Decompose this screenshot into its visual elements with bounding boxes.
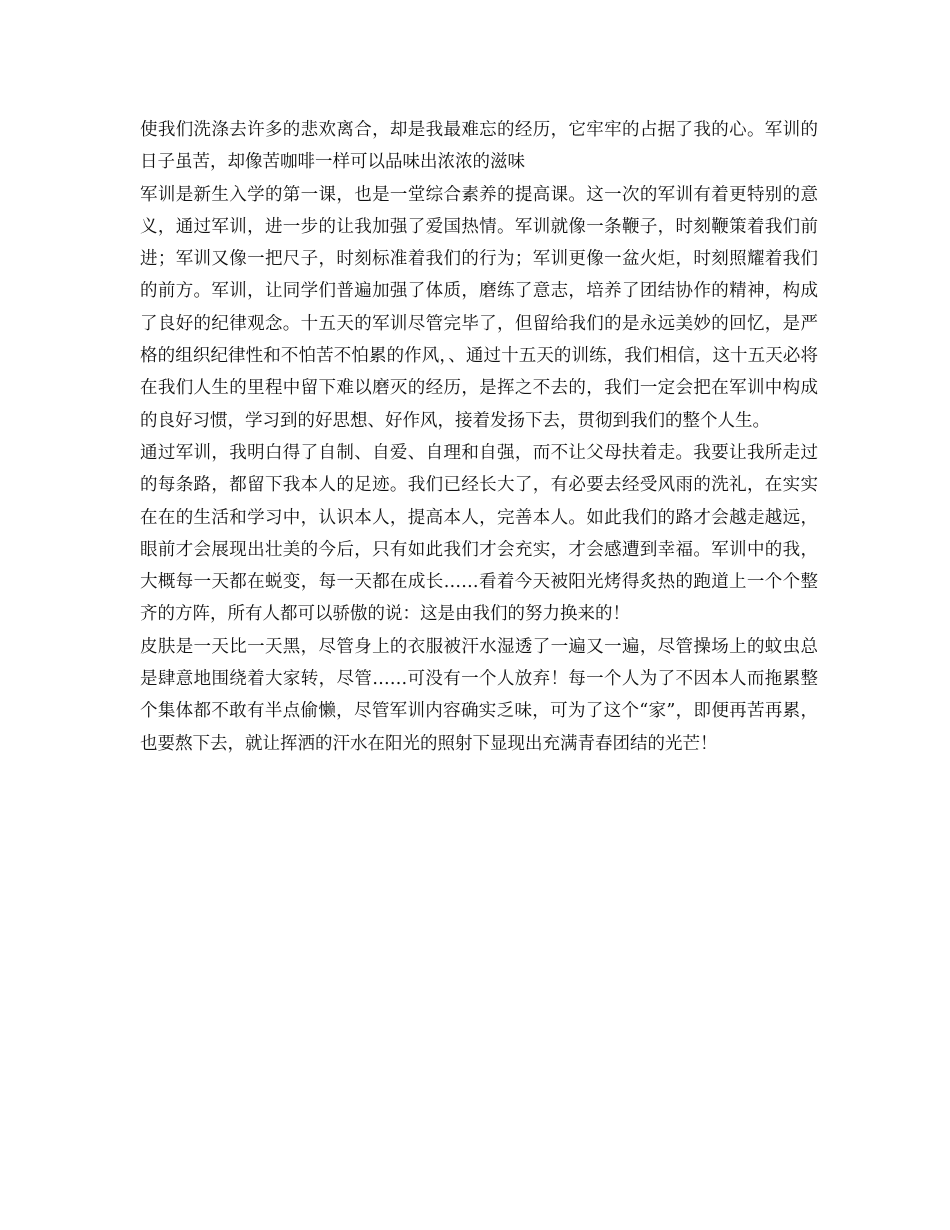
paragraph-1: 使我们洗涤去许多的悲欢离合，却是我最难忘的经历，它牢牢的占据了我的心。军训的日子虽苦，却像苦咖啡一样可以品味出浓浓的滋味 [140, 120, 818, 173]
paragraph-2: 军训是新生入学的第一课，也是一堂综合素养的提高课。这一次的军训有着更特别的意义，通过军训，进一步的让我加强了爱国热情。军训就像一条鞭子，时刻鞭策着我们前进；军训又像一把尺子，时刻标准着我们的行为；军训更像一盆火炬，时刻照耀着我们的前方。军训，让同学们普遍加强了体质，磨练了意志，培养了团结协作的精神，构成了良好的纪律观念。十五天的军训尽管完毕了，但留给我们的是永远美妙的回忆，是严格的组织纪律性和不怕苦不怕累的作风，、通过十五天的训练，我们相信，这十五天必将在我们人生的里程中留下难以磨灭的经历，是挥之不去的，我们一定会把在军训中构成的良好习惯，学习到的好思想、好作风，接着发扬下去，贯彻到我们的整个人生。 [140, 184, 818, 431]
paragraph-3: 通过军训，我明白得了自制、自爱、自理和自强，而不让父母扶着走。我要让我所走过的每条路，都留下我本人的足迹。我们已经长大了，有必要去经受风雨的洗礼，在实实在在的生活和学习中，认识本人，提高本人，完善本人。如此我们的路才会越走越远，眼前才会展现出壮美的今后，只有如此我们才会充实，才会感遭到幸福。军训中的我，大概每一天都在蜕变，每一天都在成长……看着今天被阳光烤得炙热的跑道上一个个整齐的方阵，所有人都可以骄傲的说：这是由我们的努力换来的！ [140, 442, 818, 625]
paragraph-4: 皮肤是一天比一天黑，尽管身上的衣服被汗水湿透了一遍又一遍，尽管操场上的蚊虫总是肆意地围绕着大家转，尽管……可没有一个人放弃！每一个人为了不因本人而拖累整个集体都不敢有半点偷懒，尽管军训内容确实乏味，可为了这个“家”，即便再苦再累，也要熬下去，就让挥洒的汗水在阳光的照射下显现出充满青春团结的光芒！ [140, 636, 818, 754]
document-body [140, 114, 818, 760]
